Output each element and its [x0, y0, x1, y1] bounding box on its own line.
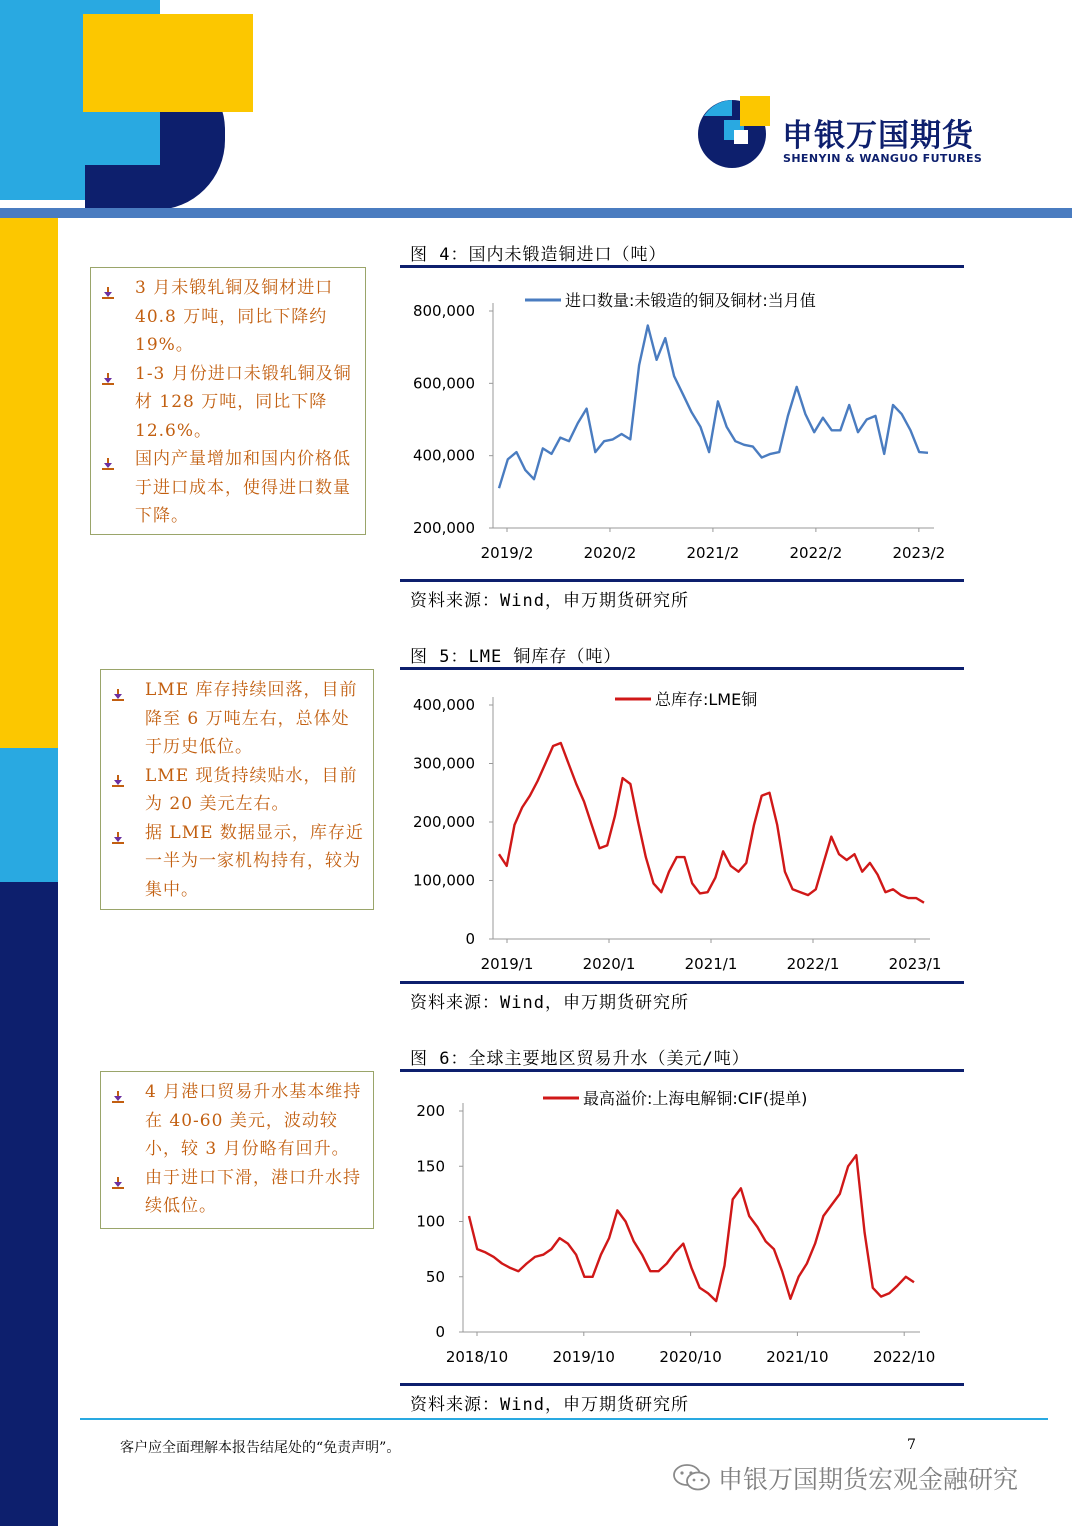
series-line [469, 1155, 914, 1301]
watermark [672, 1460, 1018, 1496]
y-tick-label: 100,000 [412, 871, 475, 890]
logo-mark-icon [696, 96, 776, 174]
y-tick-label: 800,000 [412, 302, 475, 320]
bullet-arrow-icon [101, 274, 135, 310]
bullet-arrow-icon [111, 762, 145, 798]
bullet-arrow-icon [111, 1078, 145, 1114]
figure-4-bottom-rule [400, 579, 964, 582]
figure-5-source: 资料来源：Wind，申万期货研究所 [410, 993, 689, 1013]
figure-5-chart [400, 682, 964, 982]
figure-6-bottom-rule [400, 1383, 964, 1386]
figure-6-top-rule [400, 1069, 964, 1072]
note-bullet: LME 现货持续贴水，目前为 20 美元左右。 [111, 762, 365, 819]
note-bullet: 据 LME 数据显示，库存近一半为一家机构持有，较为集中。 [111, 819, 365, 905]
x-tick-label: 2022/10 [873, 1348, 936, 1366]
x-tick-label: 2022/1 [786, 955, 840, 973]
bullet-arrow-icon [101, 445, 135, 481]
x-tick-label: 2021/2 [686, 544, 740, 562]
note-bullet: 由于进口下滑，港口升水持续低位。 [111, 1164, 365, 1221]
series-line [499, 743, 924, 903]
header-bar [0, 208, 1072, 218]
brand-logo [696, 96, 996, 174]
legend-label: 总库存:LME铜 [655, 690, 758, 709]
bullet-arrow-icon [111, 676, 145, 712]
figure-4-title: 图 4：国内未锻造铜进口（吨） [410, 245, 667, 265]
figure-4-source: 资料来源：Wind，申万期货研究所 [410, 591, 689, 611]
figure-6-source: 资料来源：Wind，申万期货研究所 [410, 1395, 689, 1415]
figure-6-chart [400, 1084, 964, 1384]
series-line [499, 326, 928, 489]
footer-page-number: 7 [907, 1437, 916, 1453]
y-tick-label: 400,000 [412, 446, 475, 465]
figure-5-top-rule [400, 667, 964, 670]
y-tick-label: 600,000 [412, 374, 475, 393]
x-tick-label: 2020/10 [659, 1348, 722, 1366]
x-tick-label: 2019/10 [552, 1348, 615, 1366]
y-tick-label: 200 [416, 1102, 445, 1120]
figure-5-notes [100, 669, 374, 910]
y-tick-label: 0 [435, 1323, 445, 1341]
legend-label: 最高溢价:上海电解铜:CIF(提单) [583, 1089, 808, 1108]
bullet-arrow-icon [111, 1164, 145, 1200]
y-tick-label: 400,000 [412, 696, 475, 714]
header-deco-yellow [83, 14, 253, 112]
legend-label: 进口数量:未锻造的铜及铜材:当月值 [565, 291, 816, 310]
y-tick-label: 300,000 [412, 754, 475, 773]
figure-6-title: 图 6：全球主要地区贸易升水（美元/吨） [410, 1049, 750, 1069]
bullet-arrow-icon [101, 360, 135, 396]
side-stripe-cyan [0, 748, 58, 882]
figure-5-bottom-rule [400, 981, 964, 984]
x-tick-label: 2021/10 [766, 1348, 829, 1366]
x-tick-label: 2023/2 [892, 544, 946, 562]
side-stripe-yellow [0, 218, 58, 748]
note-bullet: 国内产量增加和国内价格低于进口成本，使得进口数量下降。 [101, 445, 357, 531]
y-tick-label: 150 [416, 1157, 445, 1176]
x-tick-label: 2020/2 [583, 544, 637, 562]
logo-name-en: SHENYIN & WANGUO FUTURES [783, 152, 983, 165]
footer-disclaimer: 客户应全面理解本报告结尾处的“免责声明”。 [120, 1440, 401, 1456]
y-tick-label: 200,000 [412, 813, 475, 831]
x-tick-label: 2022/2 [789, 544, 843, 562]
y-tick-label: 50 [425, 1267, 445, 1286]
footer-rule [80, 1418, 1048, 1420]
y-tick-label: 100 [416, 1212, 445, 1231]
x-tick-label: 2019/2 [480, 544, 534, 562]
note-bullet: 1-3 月份进口未锻轧铜及铜材 128 万吨，同比下降 12.6%。 [101, 360, 357, 446]
side-stripe-navy [0, 882, 58, 1526]
figure-4-chart [400, 280, 964, 580]
y-tick-label: 0 [465, 930, 475, 948]
x-tick-label: 2018/10 [445, 1348, 509, 1366]
x-tick-label: 2023/1 [888, 955, 942, 973]
watermark-text: 申银万国期货宏观金融研究 [718, 1465, 1019, 1494]
y-tick-label: 200,000 [412, 519, 475, 537]
note-bullet: LME 库存持续回落，目前降至 6 万吨左右，总体处于历史低位。 [111, 676, 365, 762]
figure-6-notes [100, 1071, 374, 1229]
note-bullet: 3 月未锻轧铜及铜材进口 40.8 万吨，同比下降约 19%。 [101, 274, 357, 360]
figure-4-top-rule [400, 265, 964, 268]
bullet-arrow-icon [111, 819, 145, 855]
logo-name-cn: 申银万国期货 [782, 118, 974, 154]
figure-4-notes [90, 267, 366, 535]
x-tick-label: 2019/1 [480, 955, 534, 973]
note-bullet: 4 月港口贸易升水基本维持在 40-60 美元，波动较小，较 3 月份略有回升。 [111, 1078, 365, 1164]
wechat-icon [672, 1462, 712, 1494]
figure-5-title: 图 5：LME 铜库存（吨） [410, 647, 622, 667]
x-tick-label: 2020/1 [582, 955, 636, 973]
x-tick-label: 2021/1 [684, 955, 738, 973]
